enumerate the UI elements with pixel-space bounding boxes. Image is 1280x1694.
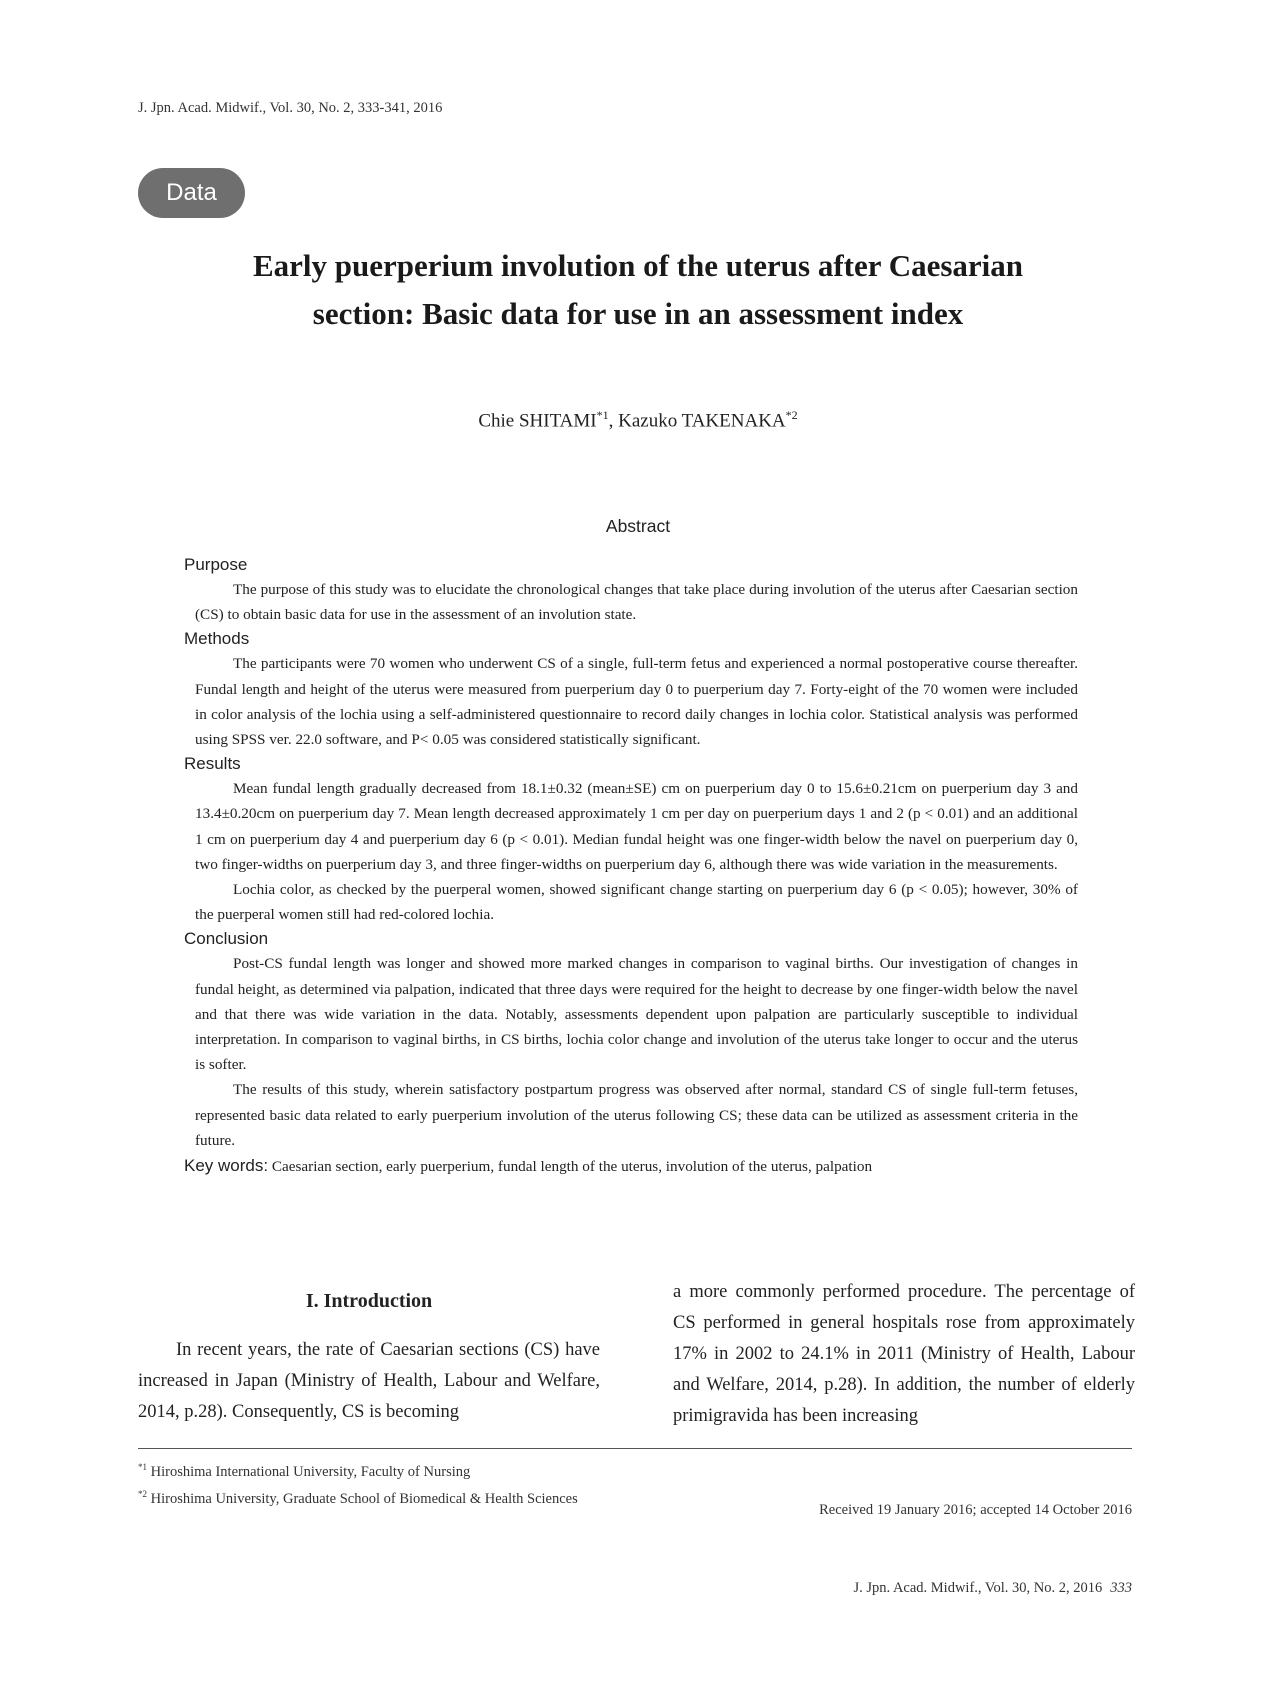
title-line-1: Early puerperium involution of the uterus after Caesarian (252, 248, 1024, 283)
author-2-affiliation-mark: *2 (785, 408, 798, 422)
footnote-1 (138, 1456, 578, 1483)
title-line-2: section: Basic data for use in an assessment index (312, 296, 964, 331)
author-separator: , (608, 410, 619, 432)
conclusion-heading: Conclusion (184, 929, 269, 949)
purpose-heading: Purpose (184, 555, 248, 574)
abstract-heading: Abstract (605, 516, 671, 536)
affiliation-footnotes (138, 1456, 578, 1510)
results-paragraph-1: Mean fundal length gradually decreased from 18.1±0.32 (mean±SE) cm on puerperium day 0 to 15.6±0.21cm on puerperium day 3 and 13.4±0.20cm on puerperium day 7. Mean length decreased approximately 1 cm per day on puerperium days 1 and 2 (p < 0.01) and an additional 1 cm on puerperium day 4 and puerperium day 6 (p < 0.01). Median fundal height was one finger-width below the navel on puerperium day 0, two finger-widths on puerperium day 3, and three finger-widths on puerperium day 6, although there was wide variation in the measurements. (195, 780, 1078, 873)
footnote-divider (138, 1448, 1132, 1449)
page-number: 333 (1110, 1580, 1132, 1596)
methods-paragraph: The participants were 70 women who underwent CS of a single, full-term fetus and experienced a normal postoperative course thereafter. Fundal length and height of the uterus were measured from puerperium day 0 to puerperium day 7. Forty-eight of the 70 women were included in color analysis of the lochia using a self-administered questionnaire to record daily changes in lochia color. Statistical analysis was performed using SPSS ver. 22.0 software, and P< 0.05 was considered statistically significant. (195, 655, 1078, 749)
footnote-1-text: Hiroshima International University, Faculty of Nursing (150, 1463, 471, 1480)
author-list (138, 408, 1138, 432)
introduction-paragraph-left: In recent years, the rate of Caesarian sections (CS) have increased in Japan (Ministry of Health, Labour and Welfare, 2014, p.28). Consequently, CS is becoming (138, 1340, 600, 1422)
journal-citation-header: J. Jpn. Acad. Midwif., Vol. 30, No. 2, 333-341, 2016 (138, 100, 443, 116)
purpose-paragraph: The purpose of this study was to elucidate the chronological changes that take place during involution of the uterus after Caesarian section (CS) to obtain basic data for use in the assessment of an involution state. (195, 581, 1078, 624)
results-heading: Results (184, 754, 241, 774)
article-type-badge: Data (138, 168, 245, 218)
keywords-text: Caesarian section, early puerperium, fundal length of the uterus, involution of the uterus, palpation (271, 1158, 873, 1176)
abstract-body (184, 553, 1078, 1179)
article-title (138, 242, 1138, 338)
introduction-heading: I. Introduction (305, 1290, 433, 1312)
author-2-name: Kazuko TAKENAKA (618, 410, 786, 432)
conclusion-paragraph-1: Post-CS fundal length was longer and showed more marked changes in comparison to vaginal births. Our investigation of changes in fundal height, as determined via palpation, indicated that three days were required for the height to decrease by one finger-width below the navel and that there was wide variation in the data. Notably, assessments dependent upon palpation are particularly susceptible to individual interpretation. In comparison to vaginal births, in CS births, lochia color change and involution of the uterus take longer to occur and the uterus is softer. (195, 955, 1078, 1074)
footer-citation: J. Jpn. Acad. Midwif., Vol. 30, No. 2, 2016 (853, 1580, 1103, 1596)
received-accepted-dates: Received 19 January 2016; accepted 14 October 2016 (819, 1502, 1132, 1518)
author-1-name: Chie SHITAMI (478, 410, 597, 432)
introduction-right-column (673, 1277, 1135, 1432)
footnote-2-mark: *2 (138, 1488, 147, 1499)
footnote-2 (138, 1483, 578, 1510)
keywords-line (184, 1153, 1078, 1179)
page-footer (700, 1580, 1132, 1597)
keywords-label: Key words: (184, 1156, 269, 1176)
introduction-left-column (138, 1335, 600, 1428)
results-paragraph-2: Lochia color, as checked by the puerperal women, showed significant change starting on puerperium day 6 (p < 0.05); however, 30% of the puerperal women still had red-colored lochia. (195, 881, 1078, 924)
footnote-2-text: Hiroshima University, Graduate School of Biomedical & Health Sciences (150, 1490, 578, 1507)
conclusion-paragraph-2: The results of this study, wherein satisfactory postpartum progress was observed after normal, standard CS of single full-term fetuses, represented basic data related to early puerperium involution of the uterus following CS; these data can be utilized as assessment criteria in the future. (195, 1081, 1078, 1149)
introduction-paragraph-right: a more commonly performed procedure. The percentage of CS performed in general hospitals rose from approximately 17% in 2002 to 24.1% in 2011 (Ministry of Health, Labour and Welfare, 2014, p.28). In addition, the number of elderly primigravida has been increasing (673, 1282, 1135, 1426)
author-1-affiliation-mark: *1 (596, 408, 609, 422)
methods-heading: Methods (184, 629, 250, 649)
footnote-1-mark: *1 (138, 1462, 147, 1472)
